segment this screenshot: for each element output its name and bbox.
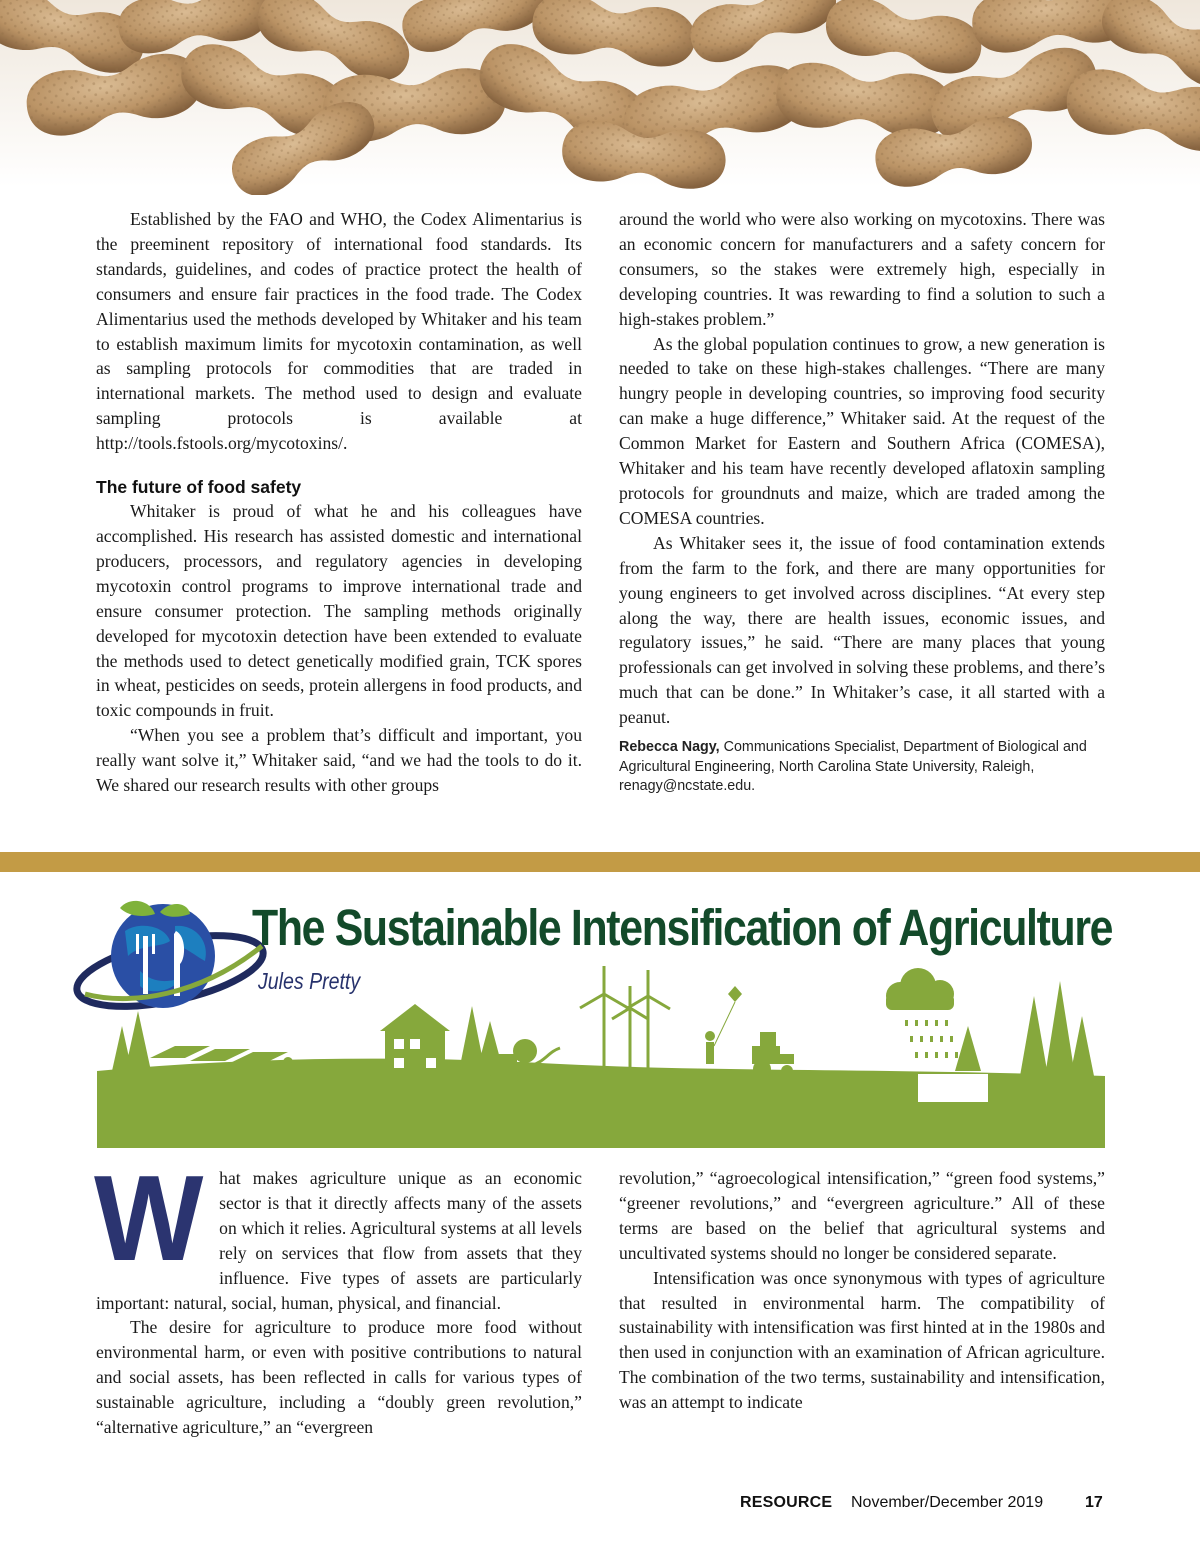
byline-details: Communications Specialist, Department of Biological and Agricultural Engineering, North Carolina State University, Raleigh, renagy@ncstate.edu. — [619, 739, 1087, 795]
article-column-left — [96, 207, 582, 798]
paragraph: The desire for agriculture to produce more food without environmental harm, or even with positive contributions to natural and social assets, has been reflected in calls for various types of sustainable agriculture, including a “doubly green revolution,” “alternative agriculture,” an “evergreen — [96, 1317, 582, 1438]
article-column-right — [619, 207, 1105, 797]
paragraph: Established by the FAO and WHO, the Codex Alimentarius is the preeminent repository of international food standards. Its standards, guidelines, and codes of practice protect the health of consumers and ensure fair practices in the food trade. The Codex Alimentarius used the methods developed by Whitaker and his team to establish maximum limits for mycotoxin contamination, as well as sampling protocols for commodities that are traded in international markets. The method used to design and evaluate sampling protocols is available at http://tools.fstools.org/mycotoxins/. — [96, 209, 582, 454]
issue-date: November/December 2019 — [851, 1494, 1044, 1511]
publication-name: RESOURCE — [740, 1494, 833, 1511]
paragraph: revolution,” “agroecological intensification,” “green food systems,” “greener revolutions,” and “evergreen agriculture.” All of these terms are based on the belief that agricultural systems and uncultivated systems should no longer be considered separate. — [619, 1168, 1105, 1263]
feature-column-right — [619, 1166, 1105, 1415]
section-divider — [0, 852, 1200, 872]
paragraph-text: hat makes agriculture unique as an economic sector is that it directly affects many of the assets on which it relies. Agricultural systems at all levels rely on services that flow from assets that they influence. Five types of assets are particularly important: natural, social, human, physical, and financial. — [96, 1168, 582, 1313]
paragraph: Whitaker is proud of what he and his colleagues have accomplished. His research has assisted domestic and international producers, processors, and regulatory agencies in developing mycotoxin control programs to improve international trade and ensure consumer protection. The sampling methods originally developed for mycotoxin detection have been extended to evaluate the methods used to detect genetically modified grain, TCK spores in wheat, pesticides on seeds, protein allergens in food products, and toxic compounds in fruit. — [96, 501, 582, 721]
feature-author: Jules Pretty — [258, 968, 361, 994]
paragraph: around the world who were also working on mycotoxins. There was an economic concern for manufacturers and a safety concern for consumers, so the stakes were extremely high, especially in developing countries. It was rewarding to find a solution to such a high-stakes problem.” — [619, 209, 1105, 329]
paragraph: As Whitaker sees it, the issue of food contamination extends from the farm to the fork, and there are many opportunities for young engineers to get involved across disciplines. “At every step along the way, there are health issues, economic issues, and regulatory issues,” he said. “There are many places that young professionals can get involved in solving these problems, and there’s much that can be done.” In Whitaker’s case, it all started with a peanut. — [619, 532, 1105, 728]
feature-column-left — [94, 1150, 582, 1440]
peanuts-photo — [0, 0, 1200, 195]
paragraph: Intensification was once synonymous with types of agriculture that resulted in environmental harm. The compatibility of sustainability with intensification was first hinted at in the 1980s and then used in conjunction with an examination of African agriculture. The combination of the two terms, sustainability and intensification, was an attempt to indicate — [619, 1267, 1105, 1413]
paragraph: “When you see a problem that’s difficult and important, you really want solve it,” Whitaker said, “and we had the tools to do it. We shared our research results with other groups — [96, 725, 582, 796]
paragraph: As the global population continues to grow, a new generation is needed to take on these high-stakes challenges. “There are many hungry people in developing countries, so improving food security can make a huge difference,” Whitaker said. At the request of the Common Market for Eastern and Southern Africa (COMESA), Whitaker and his team have recently developed aflatoxin sampling protocols for groundnuts and maize, which are traded among the COMESA countries. — [619, 333, 1105, 528]
peanut-pile-illustration — [0, 0, 1200, 195]
section-heading: The future of food safety — [96, 477, 302, 498]
feature-title: The Sustainable Intensification of Agriculture — [252, 899, 1113, 956]
paragraph — [94, 1150, 582, 1315]
drop-cap: W — [94, 1150, 204, 1286]
page-number: 17 — [1085, 1494, 1103, 1511]
byline-name: Rebecca Nagy, — [619, 739, 720, 756]
globe-fork-knife-icon — [71, 901, 269, 1020]
author-byline — [619, 738, 1105, 797]
